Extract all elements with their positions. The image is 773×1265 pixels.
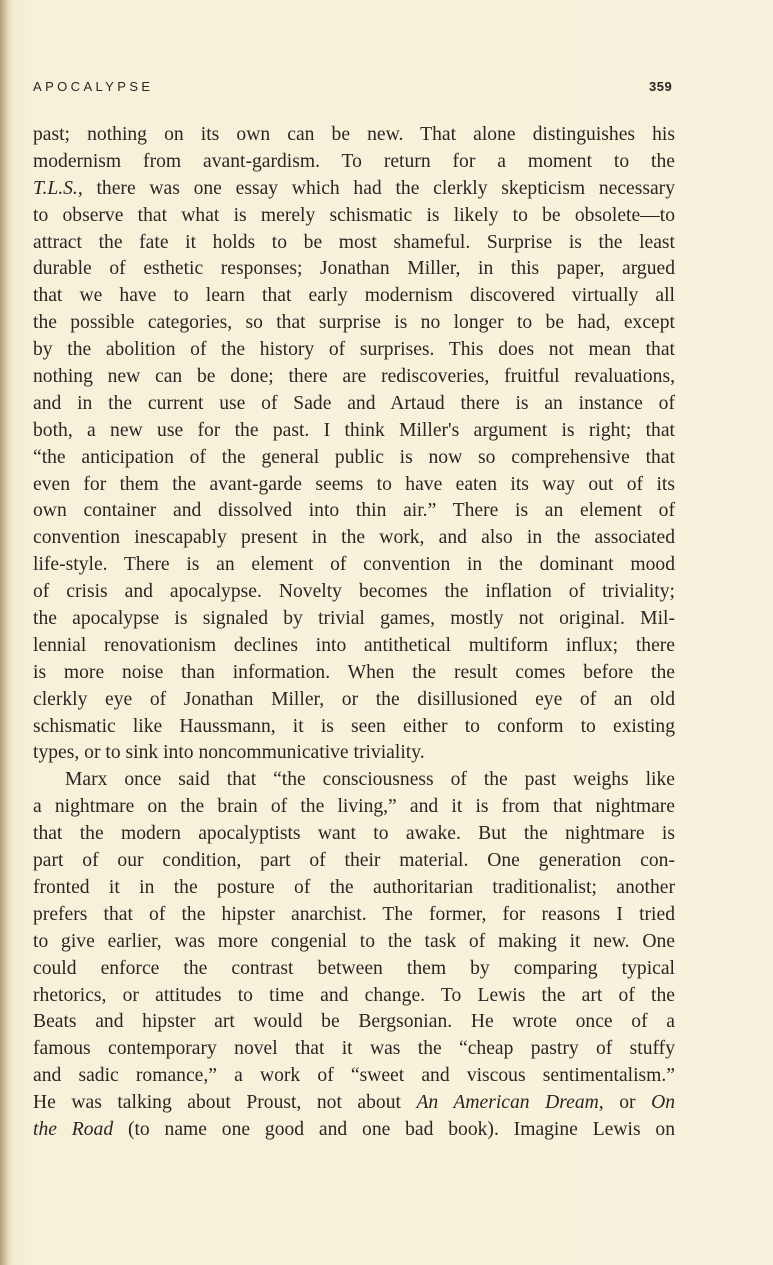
- text-line: durable of esthetic responses; Jonathan Miller, in this paper, argued: [33, 258, 675, 280]
- text-line: prefers that of the hipster anarchist. The former, for reasons I tried: [33, 903, 675, 925]
- text-line: to observe that what is merely schismatic is likely to be obsolete—to: [33, 204, 675, 226]
- text-segment: He was talking about Proust, not about: [33, 1092, 417, 1114]
- text-line: both, a new use for the past. I think Miller's argument is right; that: [33, 419, 675, 441]
- text-line: by the abolition of the history of surprises. This does not mean that: [33, 339, 675, 361]
- text-line: that the modern apocalyptists want to awake. But the nightmare is: [33, 823, 675, 845]
- text-line: that we have to learn that early modernism discovered virtually all: [33, 285, 675, 307]
- text-line: modernism from avant-gardism. To return for a moment to the: [33, 150, 675, 172]
- text-line: schismatic like Haussmann, it is seen either to conform to existing: [33, 715, 675, 737]
- text-line: [33, 1090, 675, 1117]
- text-line: [33, 176, 675, 203]
- text-line: nothing new can be done; there are rediscoveries, fruitful revaluations,: [33, 366, 675, 388]
- text-line: past; nothing on its own can be new. That alone distinguishes his: [33, 124, 675, 145]
- text-segment: (to name one good and one bad book). Imagine Lewis on: [113, 1118, 675, 1140]
- text-line: life-style. There is an element of convention in the dominant mood: [33, 554, 675, 576]
- text-line: and sadic romance,” a work of “sweet and viscous sentimentalism.”: [33, 1065, 675, 1087]
- text-line: attract the fate it holds to be most shameful. Surprise is the least: [33, 231, 675, 253]
- text-line: Marx once said that “the consciousness of the past weighs like: [65, 769, 675, 791]
- text-line: could enforce the contrast between them by comparing typical: [33, 957, 675, 979]
- binding-gutter-shadow: [0, 0, 10, 1265]
- text-line: rhetorics, or attitudes to time and change. To Lewis the art of the: [33, 984, 675, 1006]
- text-line: Beats and hipster art would be Bergsonian. He wrote once of a: [33, 1011, 675, 1033]
- text-line: and in the current use of Sade and Artaud there is an instance of: [33, 392, 675, 414]
- text-segment: or: [603, 1092, 652, 1114]
- text-line: “the anticipation of the general public is now so comprehensive that: [33, 446, 675, 468]
- body-text: [33, 122, 675, 1144]
- italic-text: the Road: [33, 1118, 114, 1140]
- text-line: is more noise than information. When the result comes before the: [33, 661, 675, 683]
- italic-text: On: [651, 1092, 676, 1114]
- page-number: 359: [649, 79, 673, 94]
- text-line: the possible categories, so that surprise is no longer to be had, except: [33, 312, 675, 334]
- text-line: clerkly eye of Jonathan Miller, or the disillusioned eye of an old: [33, 688, 675, 710]
- text-line: lennial renovationism declines into antithetical multiform influx; there: [33, 634, 675, 656]
- running-head: APOCALYPSE: [33, 79, 154, 94]
- text-line: even for them the avant-garde seems to have eaten its way out of its: [33, 473, 675, 495]
- text-line: to give earlier, was more congenial to the task of making it new. One: [33, 930, 675, 952]
- text-line: [33, 1117, 675, 1144]
- text-line: types, or to sink into noncommunicative triviality.: [33, 742, 425, 764]
- text-line: the apocalypse is signaled by trivial games, mostly not original. Mil-: [33, 608, 675, 630]
- text-line: part of our condition, part of their material. One generation con-: [33, 850, 675, 872]
- text-line: convention inescapably present in the work, and also in the associated: [33, 527, 675, 549]
- text-line: of crisis and apocalypse. Novelty becomes the inflation of triviality;: [33, 581, 675, 603]
- text-line: own container and dissolved into thin air.” There is an element of: [33, 500, 675, 522]
- text-line: famous contemporary novel that it was the “cheap pastry of stuffy: [33, 1038, 675, 1060]
- text-segment: there was one essay which had the clerkly skepticism necessary: [82, 177, 675, 199]
- italic-text: T.L.S.,: [33, 177, 83, 199]
- italic-text: An American Dream,: [416, 1092, 604, 1114]
- text-line: fronted it in the posture of the authoritarian traditionalist; another: [33, 876, 675, 898]
- text-line: a nightmare on the brain of the living,” and it is from that nightmare: [33, 796, 675, 818]
